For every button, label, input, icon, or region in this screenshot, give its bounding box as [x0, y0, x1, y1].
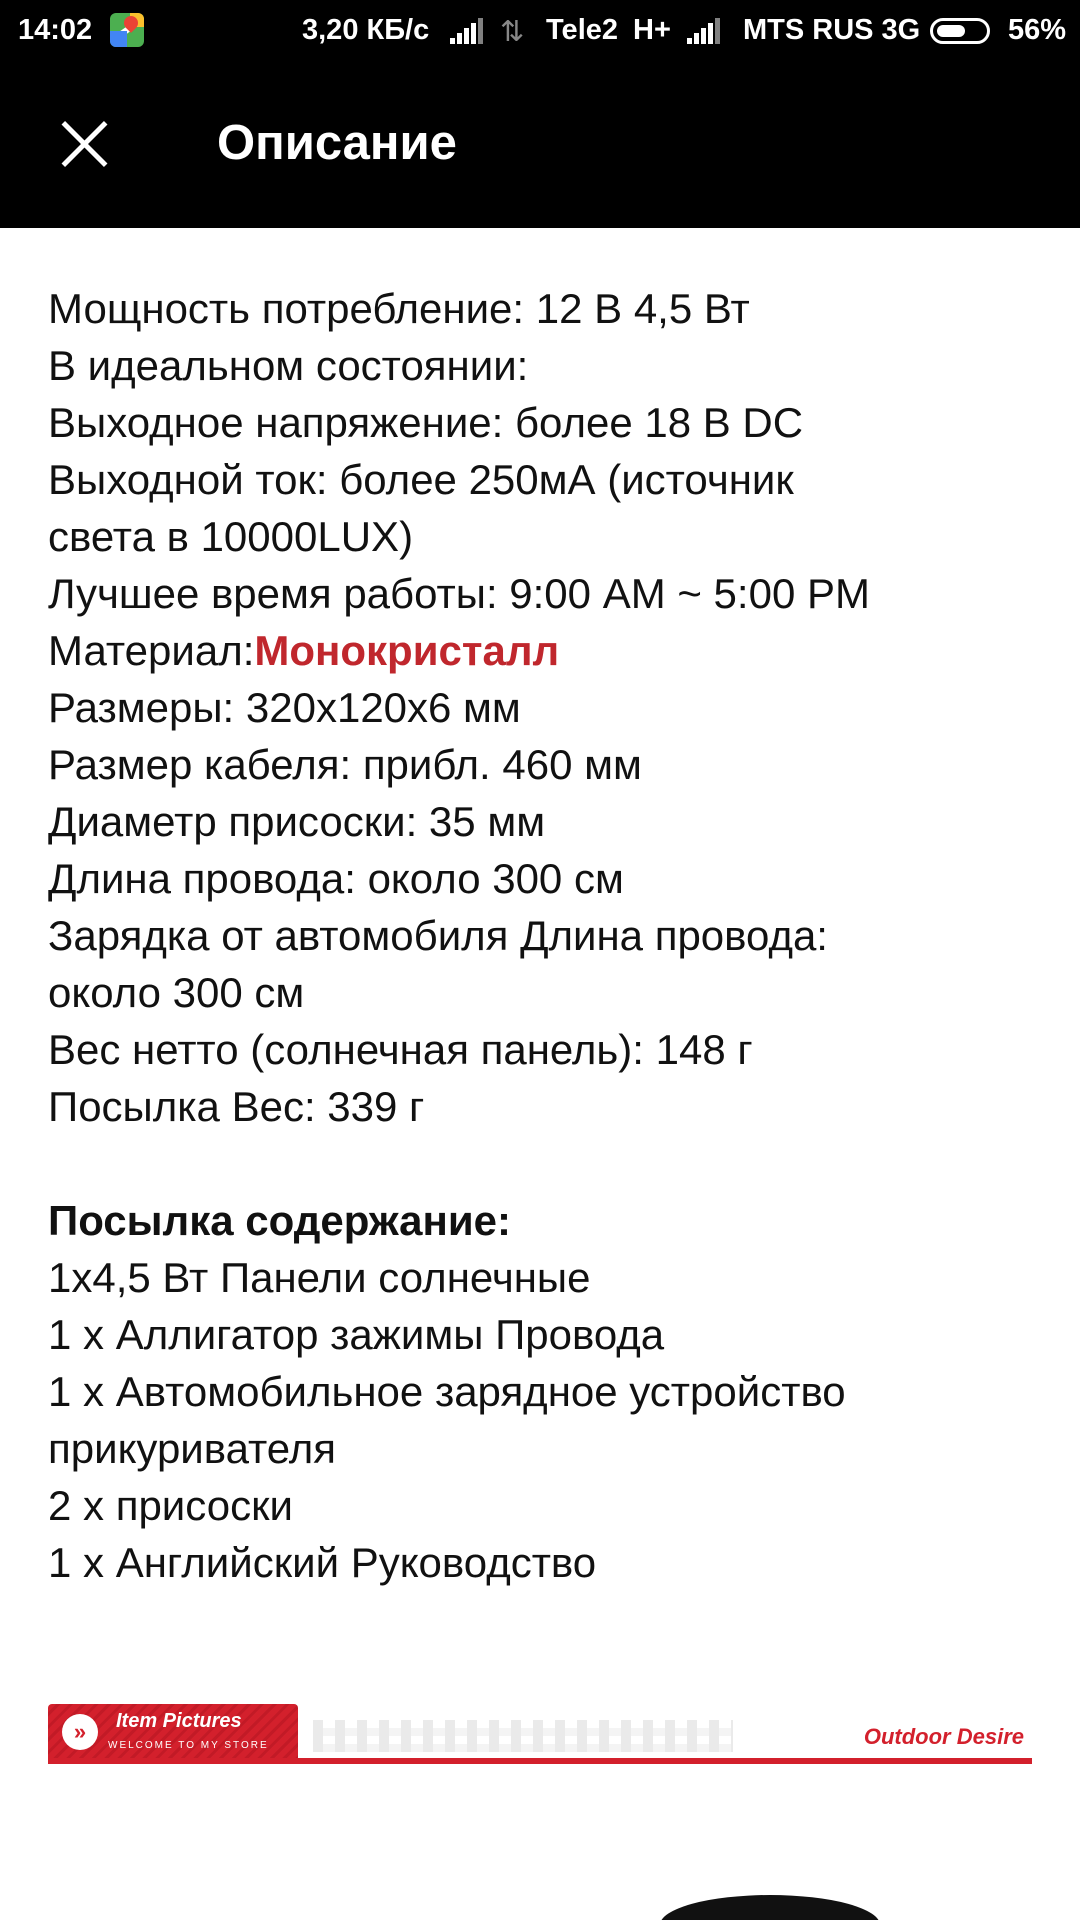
description-line: Размеры: 320x120x6 мм	[48, 684, 521, 731]
package-item: 1 x Автомобильное зарядное устройство	[48, 1368, 846, 1415]
close-icon[interactable]	[54, 114, 114, 174]
description-line: Диаметр присоски: 35 мм	[48, 798, 546, 845]
description-line: Выходное напряжение: более 18 В DC	[48, 399, 804, 446]
package-item: 1 x Аллигатор зажимы Провода	[48, 1311, 665, 1358]
signal-icon	[687, 18, 723, 44]
description-line: Мощность потребление: 12 В 4,5 Вт	[48, 285, 750, 332]
material-label: Материал:	[48, 627, 255, 674]
product-image-partial	[660, 1895, 880, 1920]
package-item: 1 x Английский Руководство	[48, 1539, 597, 1586]
banner-title: Item Pictures	[116, 1710, 242, 1732]
description-line: около 300 см	[48, 969, 305, 1016]
description-line: В идеальном состоянии:	[48, 342, 529, 389]
description-line: Размер кабеля: прибл. 460 мм	[48, 741, 642, 788]
maps-notification-icon	[110, 13, 144, 47]
operator2-label: MTS RUS 3G	[743, 14, 921, 46]
signal-icon	[450, 18, 486, 44]
banner-pattern	[313, 1720, 733, 1752]
banner-underline	[48, 1758, 1032, 1764]
item-pictures-banner	[48, 1704, 1032, 1764]
description-line: Длина провода: около 300 см	[48, 855, 624, 902]
battery-percent: 56%	[1008, 14, 1067, 46]
description-text	[48, 280, 1048, 1591]
description-line: Выходной ток: более 250мА (источник	[48, 456, 794, 503]
material-line	[48, 622, 1048, 679]
package-item: 1x4,5 Вт Панели солнечные	[48, 1254, 591, 1301]
package-item: прикуривателя	[48, 1425, 337, 1472]
network-speed: 3,20 КБ/с	[302, 14, 430, 46]
package-item: 2 x присоски	[48, 1482, 293, 1529]
app-bar	[0, 62, 1080, 228]
status-time: 14:02	[18, 14, 93, 46]
banner-brand: Outdoor Desire	[863, 1724, 1024, 1749]
battery-icon	[930, 18, 990, 44]
description-line: света в 10000LUX)	[48, 513, 414, 560]
description-line: Лучшее время работы: 9:00 AM ~ 5:00 PM	[48, 570, 870, 617]
page-title: Описание	[217, 116, 457, 170]
network-type-label: H+	[633, 14, 671, 46]
operator1-label: Tele2	[546, 14, 619, 46]
package-heading: Посылка содержание:	[48, 1197, 512, 1244]
banner-subtitle: WELCOME TO MY STORE	[108, 1740, 269, 1751]
material-value: Монокристалл	[254, 627, 560, 674]
status-bar	[0, 0, 1080, 62]
description-line: Вес нетто (солнечная панель): 148 г	[48, 1026, 753, 1073]
description-line: Посылка Вес: 339 г	[48, 1083, 425, 1130]
data-arrows-icon: ⇅	[500, 16, 525, 48]
banner-label-block	[48, 1704, 298, 1760]
description-line: Зарядка от автомобиля Длина провода:	[48, 912, 828, 959]
chevron-down-icon: »	[62, 1714, 98, 1750]
